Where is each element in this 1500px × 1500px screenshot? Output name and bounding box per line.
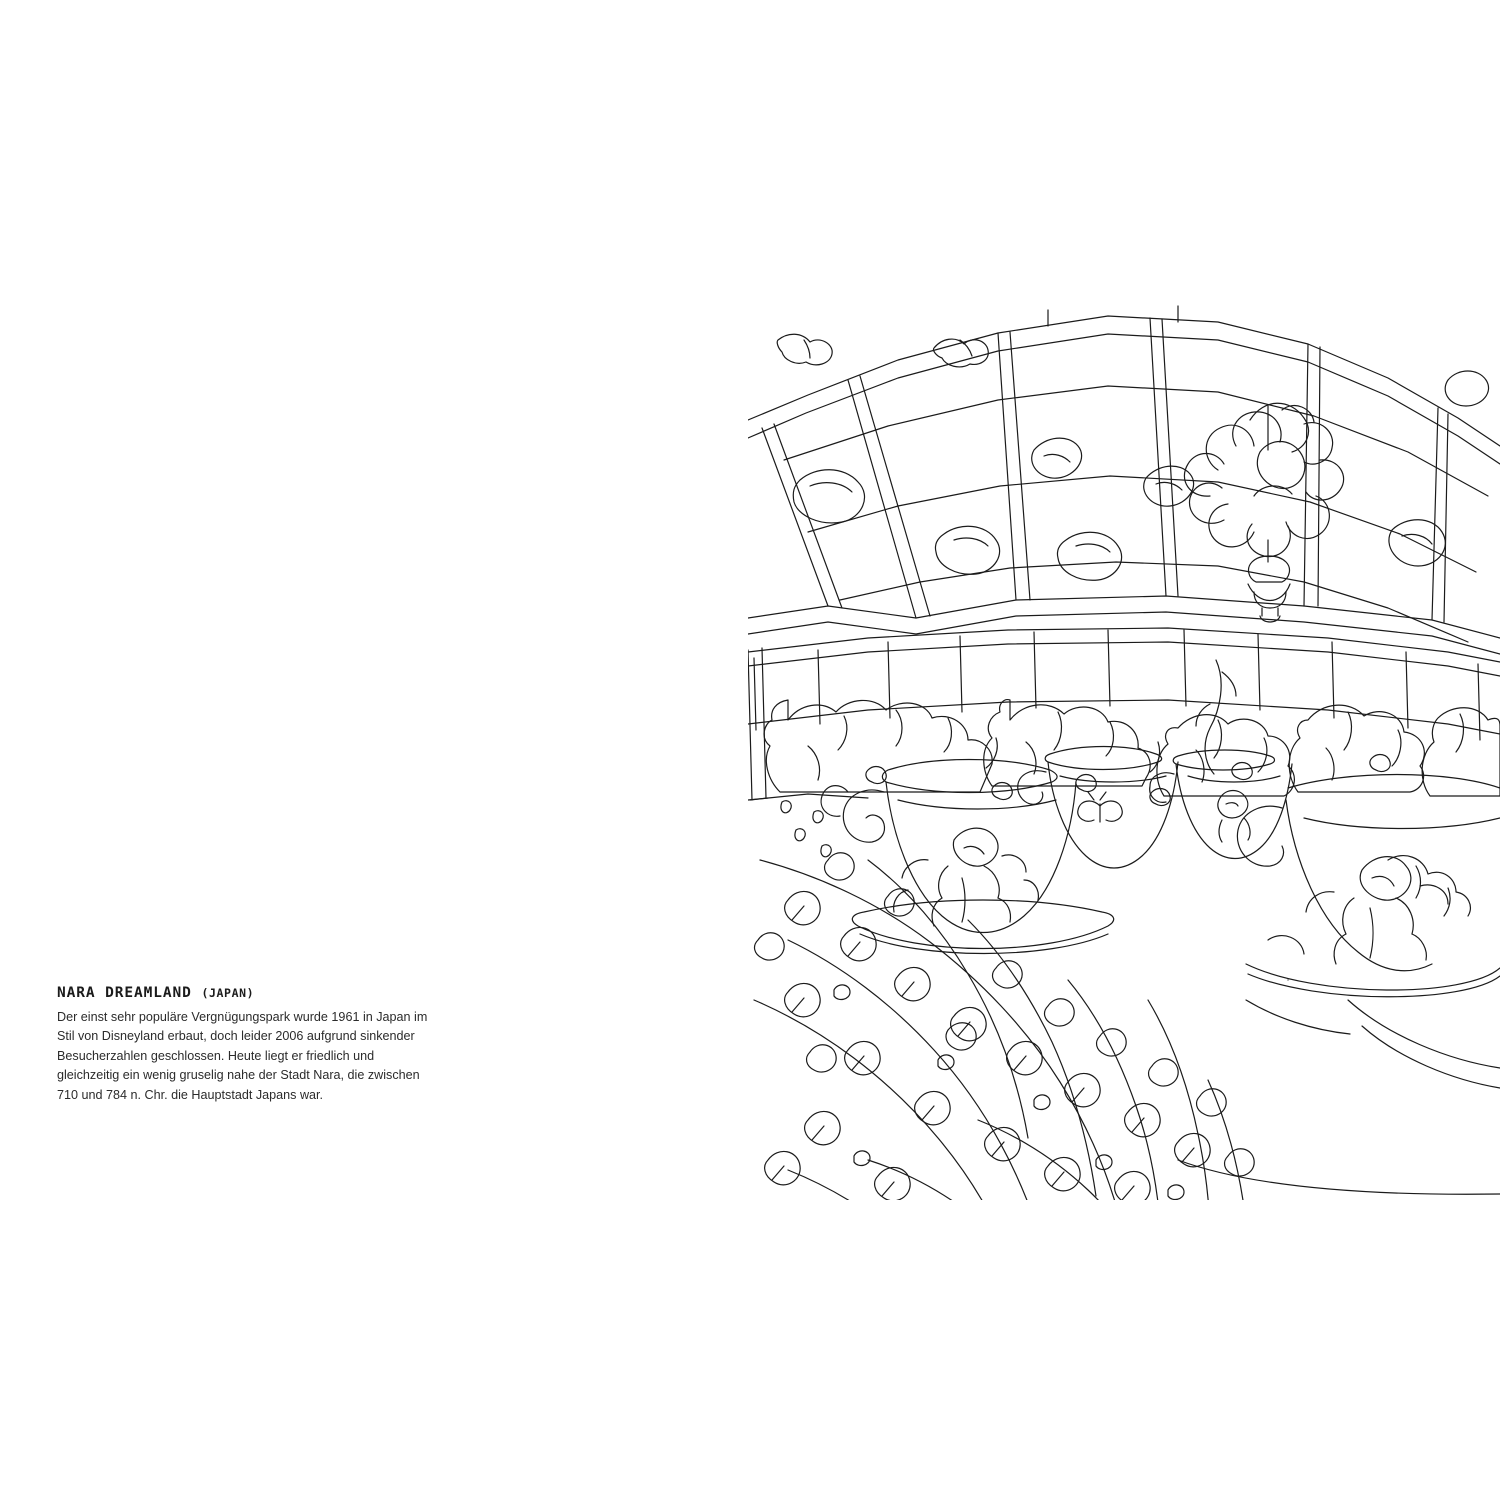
illustration — [748, 300, 1500, 1200]
glass-leaf-motifs — [777, 334, 1488, 980]
caption-country: (JAPAN) — [201, 986, 255, 1000]
teacup-small — [1150, 750, 1292, 859]
caption-block — [57, 985, 432, 1105]
teacup-left — [821, 760, 1114, 954]
caption-text: Der einst sehr populäre Vergnügungspark wurde 1961 in Japan im Stil von Disneyland erbaut, doch leider 2006 aufgrund sinkender Besucherzahlen geschlossen. Heute liegt er friedlich und gleichzeitig ein wenig gruselig nahe der Stadt Nara, die zwischen 710 und 784 n. Chr. die Hauptstadt Japans war. — [57, 1010, 428, 1102]
caption-location: NARA DREAMLAND — [57, 985, 192, 1001]
teacup-right — [1237, 775, 1500, 997]
ride-platform — [748, 794, 1500, 1194]
glass-dome-roof — [748, 306, 1500, 654]
teacup-center — [1018, 747, 1178, 869]
right-foliage — [1246, 856, 1470, 1034]
ivy-ground-cover — [754, 801, 1254, 1200]
page-title — [57, 985, 432, 1001]
overgrown-bushes — [764, 660, 1500, 806]
